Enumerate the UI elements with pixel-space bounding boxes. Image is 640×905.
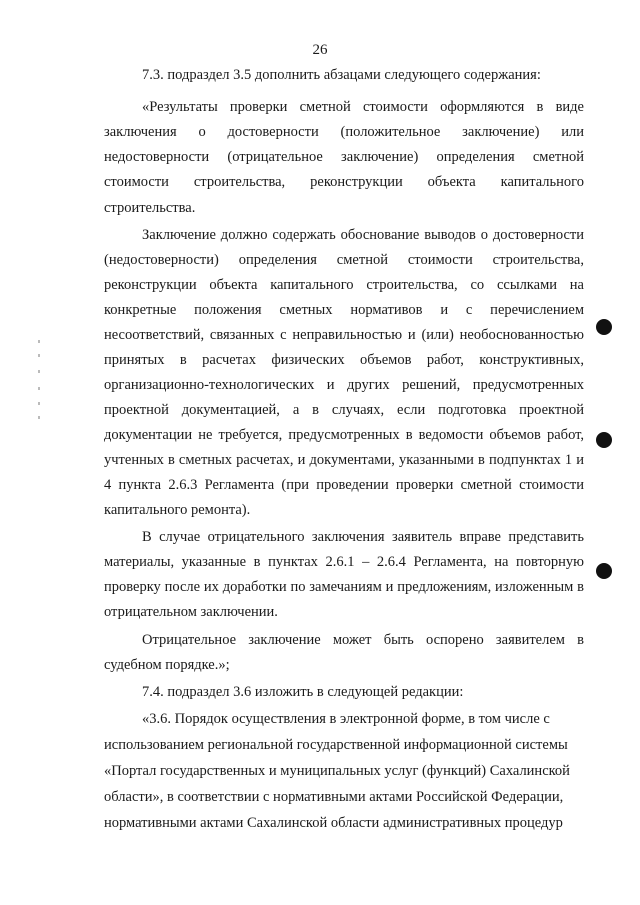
text-line: (недостоверности) определения сметной стоимости строительства, (104, 252, 584, 268)
text-line: 4 пункта 2.6.3 Регламента (при проведении проверки сметной стоимости (104, 477, 584, 493)
text-line: материалы, указанные в пунктах 2.6.1 – 2.6.4 Регламента, на повторную (104, 554, 584, 570)
text-line: 7.4. подраздел 3.6 изложить в следующей редакции: (142, 684, 464, 700)
text-line: организационно-технологических и других решений, предусмотренных (104, 377, 584, 393)
binding-hole-mark (596, 563, 612, 579)
text-line: капитального ремонта). (104, 502, 251, 518)
text-line: судебном порядке.»; (104, 657, 230, 673)
text-line: «Портал государственных и муниципальных услуг (функций) Сахалинской (104, 763, 570, 779)
text-line: нормативными актами Сахалинской области административных процедур (104, 815, 563, 831)
text-line: «3.6. Порядок осуществления в электронной форме, в том числе с (142, 711, 550, 727)
text-line: учтенных в сметных расчетах, и документами, указанными в подпунктах 1 и (104, 452, 584, 468)
text-line: области», в соответствии с нормативными актами Российской Федерации, (104, 789, 564, 805)
binding-hole-mark (596, 432, 612, 448)
text-line: «Результаты проверки сметной стоимости оформляются в виде (142, 99, 584, 115)
scan-artifact (38, 340, 40, 420)
text-line: 7.3. подраздел 3.5 дополнить абзацами следующего содержания: (142, 67, 541, 83)
page-number: 26 (312, 42, 328, 58)
text-line: проверку после их доработки по замечаниям и предложениям, изложенным в (104, 579, 584, 595)
text-line: несоответствий, связанных с неправильностью и (или) необоснованностью (104, 327, 584, 343)
text-line: реконструкции объекта капитального строительства, со ссылками на (104, 277, 584, 293)
text-line: Заключение должно содержать обоснование выводов о достоверности (142, 227, 584, 243)
text-line: отрицательном заключении. (104, 604, 278, 620)
text-line: строительства. (104, 200, 196, 216)
binding-hole-mark (596, 319, 612, 335)
text-line: конкретные положения сметных нормативов и с перечислением (104, 302, 584, 318)
text-line: заключения о достоверности (положительное заключение) или (104, 124, 584, 140)
text-line: стоимости строительства, реконструкции объекта капитального (104, 174, 584, 190)
text-line: документации не требуется, предусмотренных в ведомости объемов работ, (104, 427, 584, 443)
text-line: принятых в расчетах физических объемов работ, конструктивных, (104, 352, 584, 368)
text-line: недостоверности (отрицательное заключение) определения сметной (104, 149, 584, 165)
text-line: Отрицательное заключение может быть оспорено заявителем в (142, 632, 584, 648)
text-line: проектной документацией, а в случаях, если подготовка проектной (104, 402, 584, 418)
text-line: В случае отрицательного заключения заявитель вправе представить (142, 529, 584, 545)
text-line: использованием региональной государственной информационной системы (104, 737, 568, 753)
